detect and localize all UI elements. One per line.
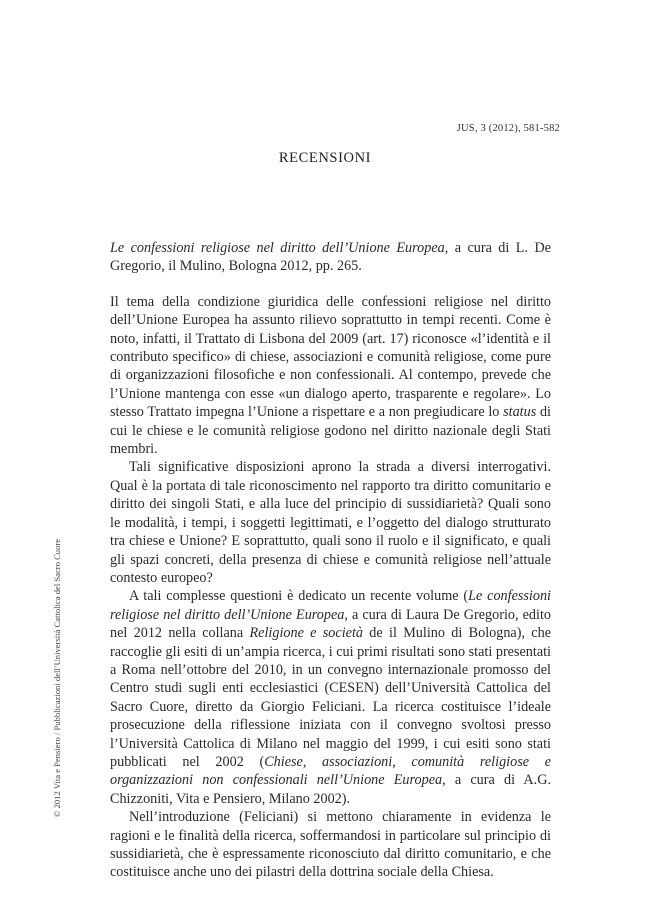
section-title: RECENSIONI bbox=[278, 150, 372, 166]
book-citation bbox=[110, 239, 551, 276]
citation-book-title: Le confessioni religiose nel diritto dell’Unione Europea bbox=[110, 240, 445, 256]
status-term: status bbox=[503, 404, 537, 421]
paragraph-3: A tali complesse questioni è dedicato un recente volume (Le confessioni religiose nel diritto dell’Unione Europea, a cura di Laura De Gregorio, edito nel 2012 nella collana Religione e società de il Mulino di Bologna), che raccoglie gli esiti di un’ampia ricerca, i cui primi risultati sono stati presentati a Roma nell’ottobre del 2010, in un convegno internazionale promosso del Centro studi sugli enti ecclesiastici (CESEN) dell’Università Cattolica del Sacro Cuore, diretto da Giorgio Feliciani. La ricerca costituisce l’ideale prosecuzione della riflessione iniziata con il convegno svoltosi presso l’Università Cattolica di Milano nel maggio del 1999, i cui esiti sono stati pubblicati nel 2002 (Chiese, associazioni, comunità religiose e organizzazioni non confessionali nell’Unione Europea, a cura di A.G. Chizzoniti, Vita e Pensiero, Milano 2002). bbox=[110, 588, 552, 807]
paragraph-1: Il tema della condizione giuridica delle confessioni religiose nel diritto dell’Unione Europea ha assunto rilievo soprattutto in tempi recenti. Come è noto, infatti, il Trattato di Lisbona del 2009 (art. 17) riconosce «l’identità e il contributo specifico» di chiese, associazioni e comunità religiose, come pure di organizzazioni filosofiche e non confessionali. Al contempo, prevede che l’Unione mantenga con esse «un dialogo aperto, trasparente e regolare». Lo stesso Trattato impegna l’Unione a rispettare e a non pregiudicare lo status di cui le chiese e le comunità religiose godono nel diritto nazionale degli Stati membri. bbox=[110, 293, 551, 458]
copyright-notice: © 2012 Vita e Pensiero / Pubblicazioni dell’Università Cattolica del Sacro Cuore bbox=[52, 538, 62, 818]
paragraph-2: Tali significative disposizioni aprono la strada a diversi interrogativi. Qual è la portata di tale riconoscimento nel rapporto tra diritto comunitario e diritto dei singoli Stati, e alla luce del principio di sussidiarietà? Quali sono le modalità, i tempi, i soggetti legittimati, e l’oggetto del dialogo strutturato tra chiese e Unione? E soprattutto, quali sono il ruolo e il significato, e quali gli spazi concreti, della presenza di chiese e comunità religiose nell’attuale contesto europeo? bbox=[110, 459, 551, 586]
paragraph-4: Nell’introduzione (Feliciani) si mettono chiaramente in evidenza le ragioni e le finalità della ricerca, soffermandosi in particolare sul principio di sussidiarietà, che è espressamente riconosciuto dal diritto comunitario, e che costituisce anche uno dei pilastri della dottrina sociale della Chiesa. bbox=[110, 809, 551, 881]
review-body bbox=[110, 239, 551, 882]
series-title: Religione e società bbox=[249, 625, 363, 642]
copyright-sidebar bbox=[47, 518, 67, 838]
citation-details: , a cura di L. De Gregorio, il Mulino, Bologna 2012, pp. 265. bbox=[110, 240, 551, 275]
volume-title: Le confessioni religiose nel diritto dell’Unione Europea bbox=[110, 588, 551, 623]
journal-reference: JUS, 3 (2012), 581-582 bbox=[456, 123, 560, 134]
previous-volume-title: Chiese, associazioni, comunità religiose e organizzazioni non confessionali nell’Unione Europea bbox=[110, 753, 551, 789]
